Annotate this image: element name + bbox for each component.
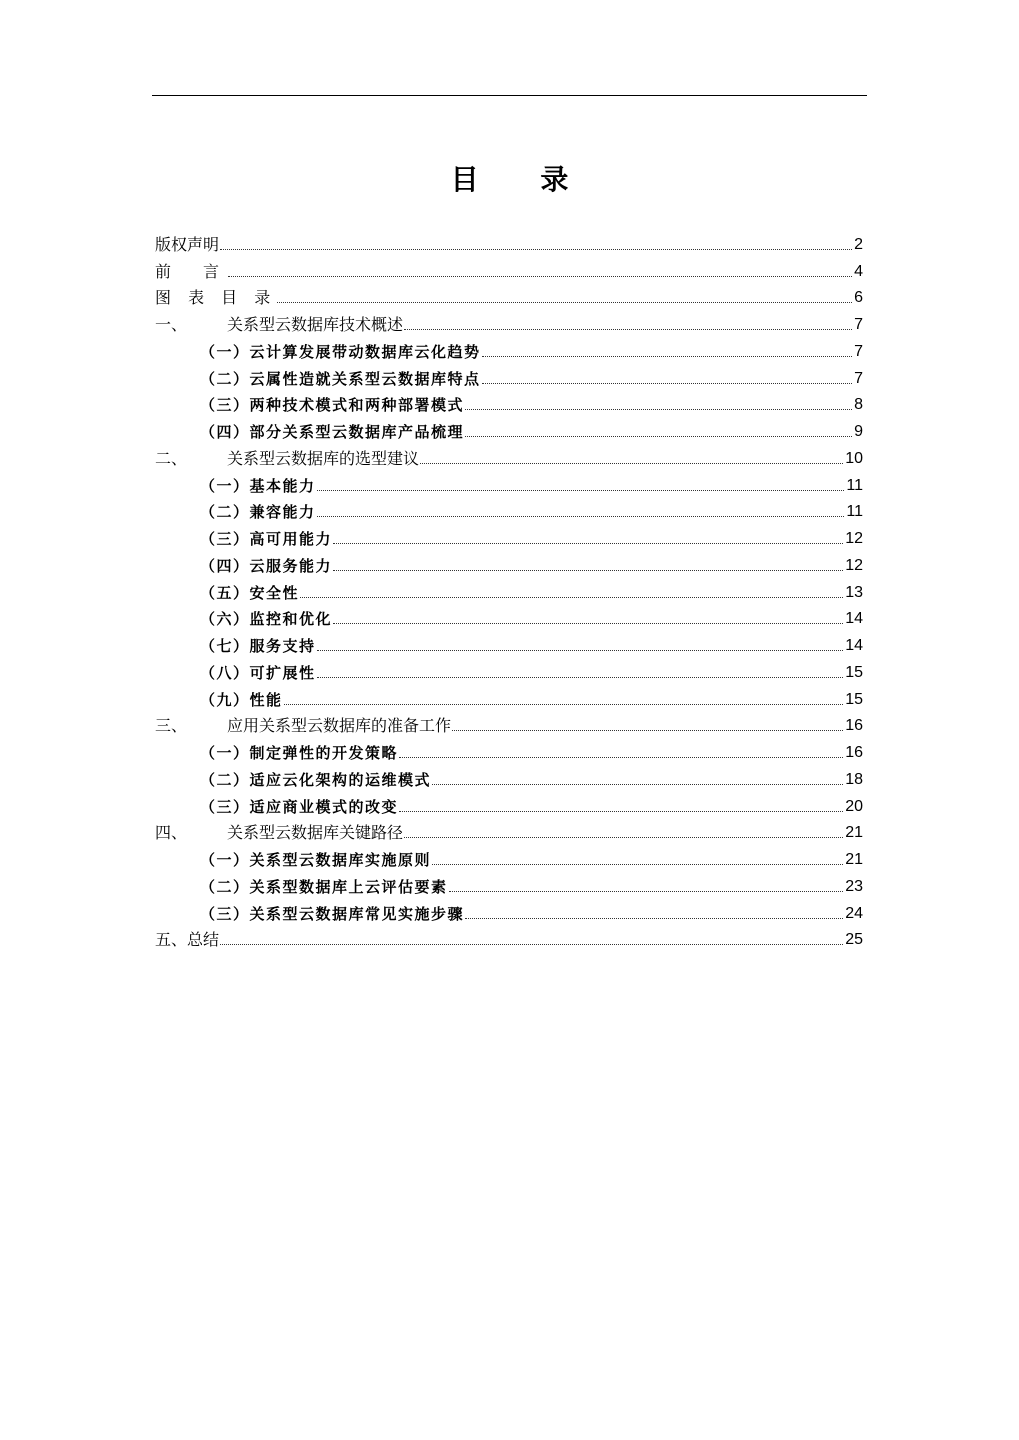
toc-page-number: 6 <box>854 289 863 307</box>
dot-leader <box>317 515 845 517</box>
toc-page-number: 9 <box>854 423 863 440</box>
dot-leader <box>449 890 844 892</box>
toc-entry-label <box>155 823 404 843</box>
toc-chapter-number: 二、 <box>155 448 188 468</box>
toc-chapter-title: 关系型云数据库的选型建议 <box>227 448 420 468</box>
toc-entry[interactable] <box>155 335 863 362</box>
toc-entry-label: （六）监控和优化 <box>200 610 333 629</box>
dot-leader <box>432 863 843 865</box>
dot-leader <box>465 435 852 437</box>
toc-entry[interactable] <box>155 683 863 710</box>
dot-leader <box>220 248 852 250</box>
dot-leader <box>333 542 843 544</box>
toc-page-number: 21 <box>845 851 863 868</box>
toc-page-number: 11 <box>846 476 863 494</box>
toc-page-number: 13 <box>845 583 863 601</box>
toc-entry-label <box>155 315 404 335</box>
toc-entry[interactable] <box>155 629 863 656</box>
toc-chapter-number: 三、 <box>155 716 188 736</box>
toc-entry[interactable] <box>155 897 863 924</box>
dot-leader <box>300 596 843 598</box>
toc-chapter-number: 四、 <box>155 823 188 843</box>
toc-page-number: 16 <box>845 717 863 735</box>
dot-leader <box>399 756 843 758</box>
table-of-contents <box>155 228 863 950</box>
toc-chapter-title: 关系型云数据库技术概述 <box>227 315 404 334</box>
toc-page-number: 10 <box>845 449 863 467</box>
toc-entry[interactable] <box>155 308 863 335</box>
dot-leader <box>317 649 844 651</box>
dot-leader <box>317 676 844 678</box>
toc-page-number: 8 <box>854 396 863 414</box>
toc-page-number: 15 <box>845 690 863 708</box>
toc-page-number: 14 <box>845 637 863 654</box>
toc-page-number: 11 <box>846 503 863 521</box>
toc-chapter-title: 应用关系型云数据库的准备工作 <box>227 716 452 736</box>
toc-entry[interactable] <box>155 843 863 870</box>
toc-entry-label: （三）关系型云数据库常见实施步骤 <box>200 904 465 923</box>
toc-page-number: 15 <box>845 663 863 681</box>
toc-entry-label: （四）部分关系型云数据库产品梳理 <box>200 423 465 441</box>
toc-entry-label: 版权声明 <box>155 234 220 254</box>
toc-page-number: 7 <box>854 316 863 333</box>
toc-entry[interactable] <box>155 924 863 951</box>
dot-leader <box>228 275 852 277</box>
toc-page-number: 16 <box>845 744 863 761</box>
toc-entry-label: 图 表 目 录 <box>155 288 277 308</box>
toc-entry-label: （三）高可用能力 <box>200 530 333 548</box>
dot-leader <box>404 328 852 330</box>
toc-entry[interactable] <box>155 442 863 469</box>
toc-entry-label: 五、总结 <box>155 930 220 950</box>
toc-entry-label: （九）性能 <box>200 690 283 709</box>
toc-entry[interactable] <box>155 549 863 576</box>
toc-page-number: 25 <box>845 931 863 949</box>
toc-entry-label: （七）服务支持 <box>200 637 316 655</box>
toc-entry-label: （一）制定弹性的开发策略 <box>200 744 399 762</box>
header-rule <box>152 95 867 96</box>
toc-page-number: 20 <box>845 797 863 815</box>
dot-leader <box>317 489 845 491</box>
toc-page-number: 4 <box>854 262 863 280</box>
toc-entry-label: （四）云服务能力 <box>200 556 333 575</box>
dot-leader <box>399 810 843 812</box>
dot-leader <box>220 943 843 945</box>
toc-page-number: 21 <box>845 824 863 842</box>
toc-entry[interactable] <box>155 415 863 442</box>
toc-entry[interactable] <box>155 496 863 523</box>
toc-entry[interactable] <box>155 522 863 549</box>
toc-page-number: 2 <box>854 235 863 253</box>
toc-entry[interactable] <box>155 469 863 496</box>
toc-entry-label: （二）关系型数据库上云评估要素 <box>200 877 448 896</box>
dot-leader <box>482 382 853 384</box>
toc-entry-label: （三）适应商业模式的改变 <box>200 797 399 816</box>
dot-leader <box>420 462 843 464</box>
toc-entry[interactable] <box>155 282 863 309</box>
toc-entry[interactable] <box>155 255 863 282</box>
toc-entry[interactable] <box>155 228 863 255</box>
toc-entry[interactable] <box>155 710 863 737</box>
toc-entry-label: （一）基本能力 <box>200 476 316 495</box>
toc-entry-label: （八）可扩展性 <box>200 663 316 682</box>
toc-entry[interactable] <box>155 870 863 897</box>
toc-entry-label: （二）适应云化架构的运维模式 <box>200 770 432 789</box>
toc-entry[interactable] <box>155 656 863 683</box>
dot-leader <box>404 836 843 838</box>
page-title: 目 录 <box>450 163 595 196</box>
dot-leader <box>465 917 843 919</box>
toc-entry[interactable] <box>155 389 863 416</box>
toc-page-number: 23 <box>845 877 863 895</box>
toc-entry-label: （一）关系型云数据库实施原则 <box>200 851 432 869</box>
dot-leader <box>465 408 852 410</box>
toc-entry-label: （五）安全性 <box>200 583 300 602</box>
toc-entry-label: （二）兼容能力 <box>200 503 316 522</box>
toc-entry-label: （三）两种技术模式和两种部署模式 <box>200 396 465 415</box>
dot-leader <box>482 355 853 357</box>
toc-entry[interactable] <box>155 736 863 763</box>
toc-chapter-title: 关系型云数据库关键路径 <box>227 823 404 843</box>
dot-leader <box>284 703 844 705</box>
toc-entry[interactable] <box>155 790 863 817</box>
toc-entry-label: （二）云属性造就关系型云数据库特点 <box>200 369 481 388</box>
dot-leader <box>333 622 843 624</box>
toc-entry-label: （一）云计算发展带动数据库云化趋势 <box>200 342 481 361</box>
toc-page-number: 14 <box>845 610 863 628</box>
toc-entry[interactable] <box>155 576 863 603</box>
toc-page-number: 7 <box>854 342 863 360</box>
toc-page-number: 24 <box>845 904 863 922</box>
toc-page-number: 12 <box>845 530 863 547</box>
dot-leader <box>333 569 843 571</box>
toc-page-number: 18 <box>845 770 863 788</box>
dot-leader <box>452 729 843 731</box>
toc-entry-label: 前 言 <box>155 261 228 281</box>
toc-page-number: 7 <box>854 369 863 387</box>
toc-entry-label <box>155 716 452 736</box>
dot-leader <box>277 301 852 303</box>
toc-entry-label <box>155 449 420 469</box>
toc-page-number: 12 <box>845 556 863 574</box>
toc-chapter-number: 一、 <box>155 315 188 334</box>
toc-entry[interactable] <box>155 763 863 790</box>
dot-leader <box>432 783 843 785</box>
toc-entry[interactable] <box>155 817 863 844</box>
toc-entry[interactable] <box>155 603 863 630</box>
toc-entry[interactable] <box>155 362 863 389</box>
